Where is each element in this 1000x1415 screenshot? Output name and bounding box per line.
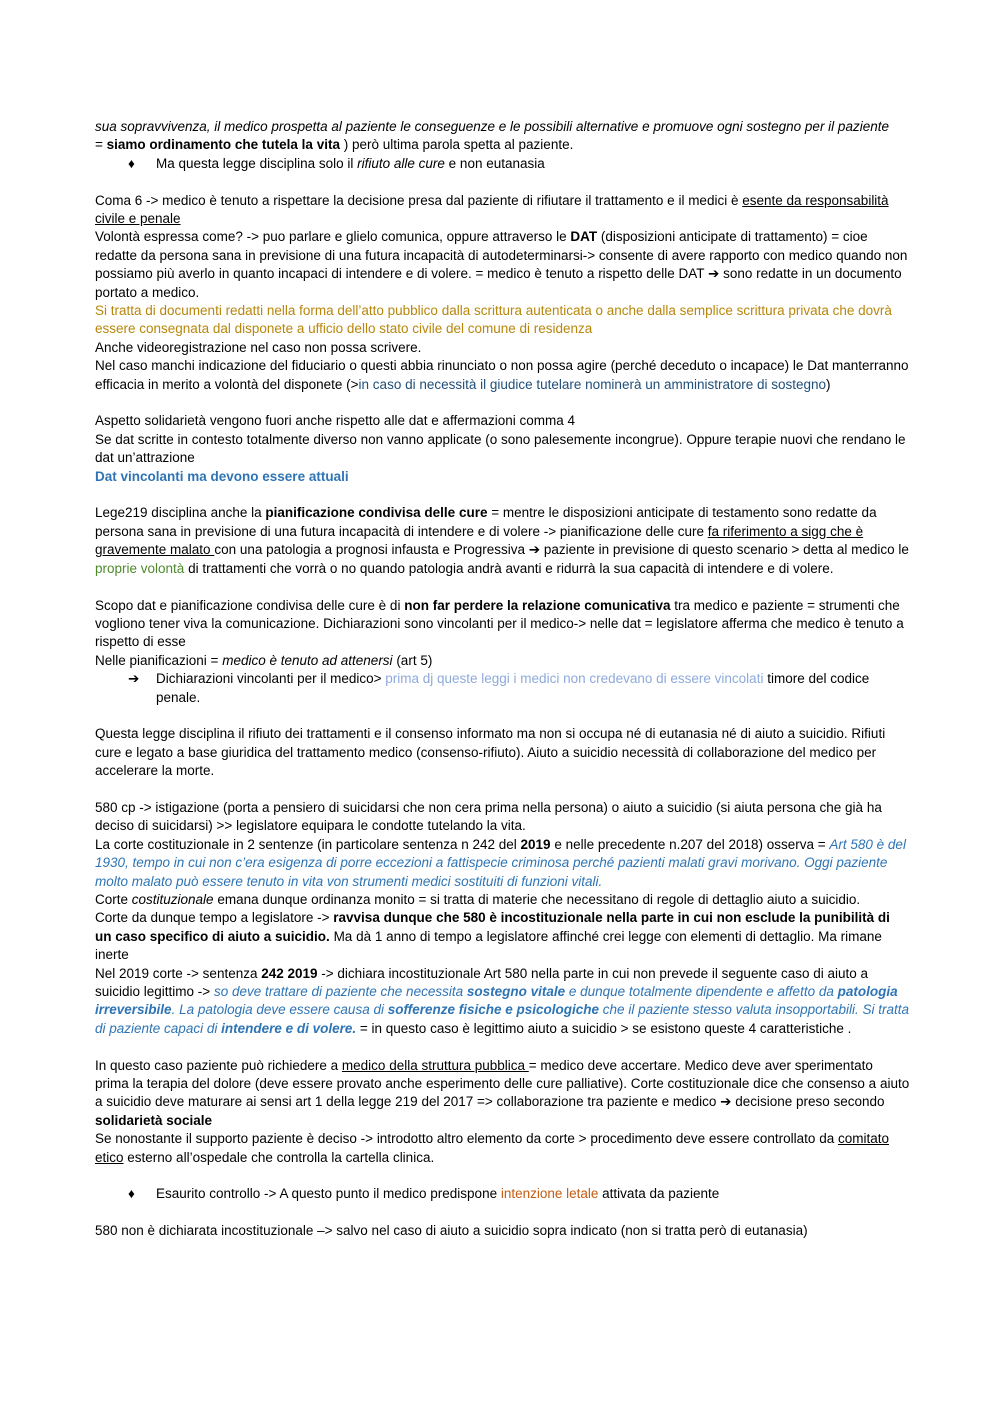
- paragraph-20: Se nonostante il supporto paziente è deciso -> introdotto altro elemento da corte > procedimento deve essere controllato da comitato etico esterno all’ospedale che controlla la cartella clinica.: [95, 1131, 889, 1165]
- paragraph-13: Questa legge disciplina il rifiuto dei trattamenti e il consenso informato ma non si occupa né di eutanasia né di aiuto a suicidio. Rifiuti cure e legato a base giuridica del trattamento medico (consenso-rifiuto). Aiuto a suicidio necessità di collaborazione del medico per accelerare la morte.: [95, 726, 886, 779]
- paragraph-18: Nel 2019 corte -> sentenza 242 2019 -> dichiara incostituzionale Art 580 nella parte in cui non prevede il seguente caso di aiuto a suicidio legittimo -> so deve trattare di paziente che necessita sostegno vitale e dunque totalmente dipendente e affetto da patologia irreversibile. La patologia deve essere causa di sofferenze fisiche e psicologiche che il paziente stesso valuta insopportabili. Si tratta di paziente capaci di intendere e di volere. = in questo caso è legittimo aiuto a suicidio > se esistono queste 4 caratteristiche .: [95, 965, 909, 1036]
- paragraph-12: Nelle pianificazioni = medico è tenuto ad attenersi (art 5): [95, 652, 433, 668]
- bullet-item-3: ♦ Esaurito controllo -> A questo punto il medico predispone intenzione letale attivata da paziente: [95, 1185, 910, 1203]
- paragraph-4: Si tratta di documenti redatti nella forma dell’atto pubblico dalla scrittura autenticata o anche dalla semplice scrittura privata che dovrà essere consegnata dal disponete a ufficio dello stato civile del comune di residenza: [95, 303, 892, 337]
- paragraph-19: In questo caso paziente può richiedere a medico della struttura pubblica = medico deve accertare. Medico deve aver sperimentato prima la terapia del dolore (deve essere provato anche esperimento delle cure palliative). Corte costituzionale dice che consenso a aiuto a suicidio deve maturare ai sensi art 1 della legge 219 del 2017 => collaborazione tra paziente e medico ➔ decisione preso secondo solidarietà sociale: [95, 1057, 910, 1128]
- bullet-item-1: ♦ Ma questa legge disciplina solo il rifiuto alle cure e non eutanasia: [95, 155, 910, 173]
- paragraph-3: Volontà espressa come? -> puo parlare e glielo comunica, oppure attraverso le DAT (disposizioni anticipate di trattamento) = cioe redatte da persona sana in previsione di una futura incapacità di autodeterminarsi-> consente di avere rapporto con medico quando non possiamo più averlo in quanto incapaci di intendere e di volere. = medico è tenuto a rispetto delle DAT ➔ sono redatte in un documento portato a medico.: [95, 229, 908, 300]
- paragraph-1: sua sopravvivenza, il medico prospetta al paziente le conseguenze e le possibili alternative e promuove ogni sostegno per il paziente = siamo ordinamento che tutela la vita ) però ultima parola spetta al paziente.: [95, 119, 889, 153]
- paragraph-2: Coma 6 -> medico è tenuto a rispettare la decisione presa dal paziente di rifiutare il trattamento e il medici è esente da responsabilità civile e penale: [95, 192, 889, 227]
- paragraph-8: Se dat scritte in contesto totalmente diverso non vanno applicate (o sono palesemente incongrue). Oppure terapie nuovi che rendano le dat un’attrazione: [95, 431, 906, 466]
- arrow-icon: ➔: [720, 1094, 732, 1110]
- paragraph-17: Corte da dunque tempo a legislatore -> ravvisa dunque che 580 è incostituzionale nella parte in cui non esclude la punibilità di un caso specifico di aiuto a suicidio. Ma dà 1 anno di tempo a legislatore affinché crei legge con elementi di dettaglio. Ma rimane inerte: [95, 910, 890, 963]
- paragraph-9: Dat vincolanti ma devono essere attuali: [95, 468, 349, 484]
- document-body: [95, 118, 910, 1241]
- paragraph-14: 580 cp -> istigazione (porta a pensiero di suicidarsi che non cera prima nella persona) o aiuto a suicidio (si aiuta persona che già ha deciso di suicidarsi) >> legislatore equipara le condotte tutelando la vita.: [95, 799, 882, 834]
- paragraph-10: Lege219 disciplina anche la pianificazione condivisa delle cure = mentre le disposizioni anticipate di testamento sono redatte da persona sana in previsione di una futura incapacità di intendere e di volere -> pianificazione delle cure fa riferimento a sigg che è gravemente malato con una patologia a prognosi infausta e Progressiva ➔ paziente in previsione di questo scenario > detta al medico le proprie volontà di trattamenti che vorrà o no quando patologia andrà avanti e ridurrà la sua capacità di intendere e di volere.: [95, 505, 909, 576]
- arrow-icon: ➔: [528, 542, 541, 558]
- paragraph-6: Nel caso manchi indicazione del fiduciario o questi abbia rinunciato o non possa agire (perché deceduto o incapace) le Dat manterranno efficacia in merito a volontà del disponete (>in caso di necessità il giudice tutelare nominerà un amministratore di sostegno): [95, 358, 909, 392]
- paragraph-15: La corte costituzionale in 2 sentenze (in particolare sentenza n 242 del 2019 e nelle precedente n.207 del 2018) osserva = Art 580 è del 1930, tempo in cui non c’era esigenza di porre eccezioni a fattispecie criminosa perché pazienti malati gravi morivano. Oggi paziente molto malato può essere tenuto in vita von strumenti medici sostituiti di funzioni vitali.: [95, 836, 906, 889]
- arrow-bullet-icon: ➔: [128, 671, 140, 687]
- diamond-bullet-icon: ♦: [128, 1186, 135, 1202]
- bullet-item-2: ➔ Dichiarazioni vincolanti per il medico> prima dj queste leggi i medici non credevano di essere vincolati timore del codice penale.: [128, 671, 870, 705]
- paragraph-7: Aspetto solidarietà vengono fuori anche rispetto alle dat e affermazioni comma 4: [95, 413, 576, 429]
- paragraph-21: 580 non è dichiarata incostituzionale –> salvo nel caso di aiuto a suicidio sopra indicato (non si tratta però di eutanasia): [95, 1223, 808, 1239]
- paragraph-16: Corte costituzionale emana dunque ordinanza monito = si tratta di materie che necessitano di regole di dettaglio aiuto a suicidio.: [95, 891, 861, 907]
- arrow-icon: ➔: [708, 266, 720, 282]
- paragraph-5: Anche videoregistrazione nel caso non possa scrivere.: [95, 339, 422, 355]
- diamond-bullet-icon: ♦: [128, 155, 135, 171]
- paragraph-11: Scopo dat e pianificazione condivisa delle cure è di non far perdere la relazione comunicativa tra medico e paziente = strumenti che vogliono tener viva la comunicazione. Dichiarazioni sono vincolanti per il medico-> nelle dat = legislatore afferma che medico è tenuto a rispetto di esse: [95, 597, 904, 650]
